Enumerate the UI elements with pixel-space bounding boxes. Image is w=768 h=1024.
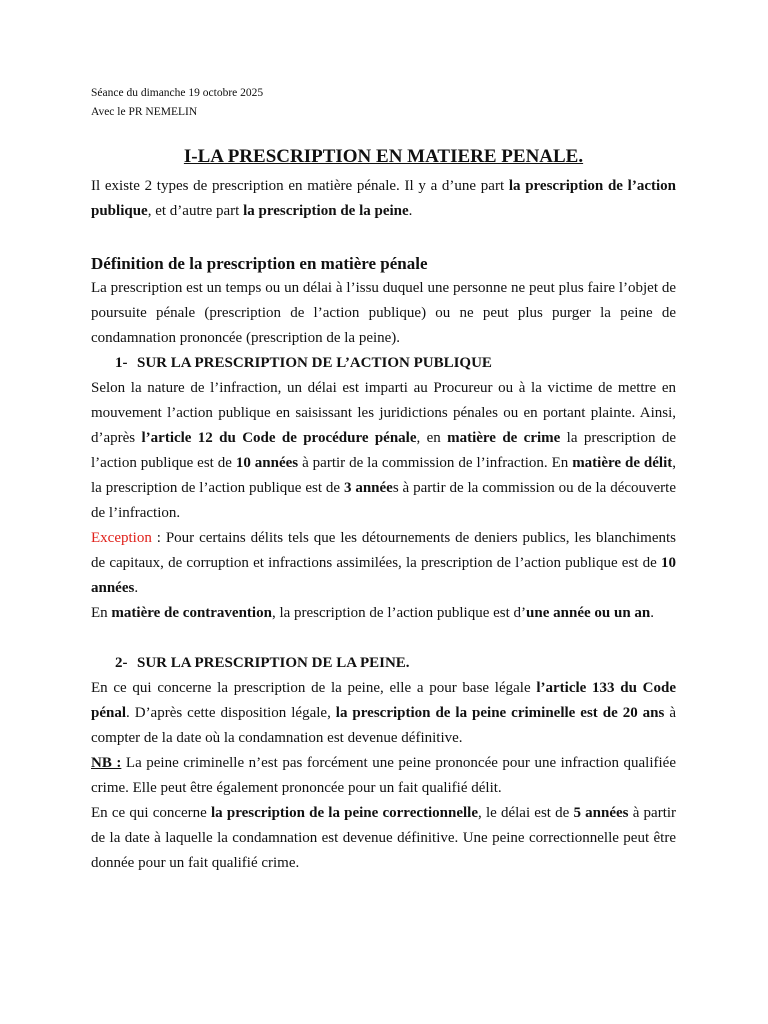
section2-heading: [91, 651, 676, 676]
nb-paragraph: NB : La peine criminelle n’est pas forcément une peine prononcée pour une infraction qualifiée crime. Elle peut être également prononcée pour un fait qualifié délit.: [91, 755, 676, 796]
contravention-paragraph: En matière de contravention, la prescription de l’action publique est d’une année ou un an.: [91, 605, 655, 621]
document-page: [91, 84, 676, 876]
section1-number: 1-: [115, 355, 128, 371]
section2-number: 2-: [115, 655, 128, 671]
definition-heading: Définition de la prescription en matière pénale: [91, 254, 428, 273]
section2-title: SUR LA PRESCRIPTION DE LA PEINE.: [137, 655, 410, 671]
nb-label: NB :: [91, 755, 122, 771]
section1-heading: [91, 351, 676, 376]
section1-title: SUR LA PRESCRIPTION DE L’ACTION PUBLIQUE: [137, 355, 492, 371]
session-date: Séance du dimanche 19 octobre 2025: [91, 87, 264, 99]
intro-paragraph: Il existe 2 types de prescription en matière pénale. Il y a d’une part la prescription de l’action publique, et d’autre part la prescription de la peine.: [91, 178, 676, 219]
professor-name: Avec le PR NEMELIN: [91, 106, 198, 118]
section2-paragraph: En ce qui concerne la prescription de la peine, elle a pour base légale l’article 133 du Code pénal. D’après cette disposition légale, la prescription de la peine criminelle est de 20 ans à compter de la date où la condamnation est devenue définitive.: [91, 680, 676, 746]
exception-label: Exception: [91, 530, 152, 546]
blank-line: [91, 626, 676, 651]
definition-paragraph: La prescription est un temps ou un délai à l’issu duquel une personne ne peut plus faire l’objet de poursuite pénale (prescription de l’action publique) ou ne peut plus purger la peine de condamnation prononcée (prescription de la peine).: [91, 280, 676, 346]
correctional-paragraph: En ce qui concerne la prescription de la peine correctionnelle, le délai est de 5 années à partir de la date à laquelle la condamnation est devenue définitive. Une peine correctionnelle peut être donnée pour un fait qualifié crime.: [91, 805, 677, 871]
exception-paragraph: Exception : Pour certains délits tels que les détournements de deniers publics, les blanchiments de capitaux, de corruption et infractions assimilées, la prescription de l’action publique est de 10 années.: [91, 530, 676, 596]
section1-paragraph: Selon la nature de l’infraction, un délai est imparti au Procureur ou à la victime de mettre en mouvement l’action publique en saisissant les juridictions pénales ou en portant plainte. Ainsi, d’après l’article 12 du Code de procédure pénale, en matière de crime la prescription de l’action publique est de 10 années à partir de la commission de l’infraction. En matière de délit, la prescription de l’action publique est de 3 années à partir de la commission ou de la découverte de l’infraction.: [91, 380, 677, 521]
page-title: I-LA PRESCRIPTION EN MATIERE PENALE.: [183, 146, 584, 167]
